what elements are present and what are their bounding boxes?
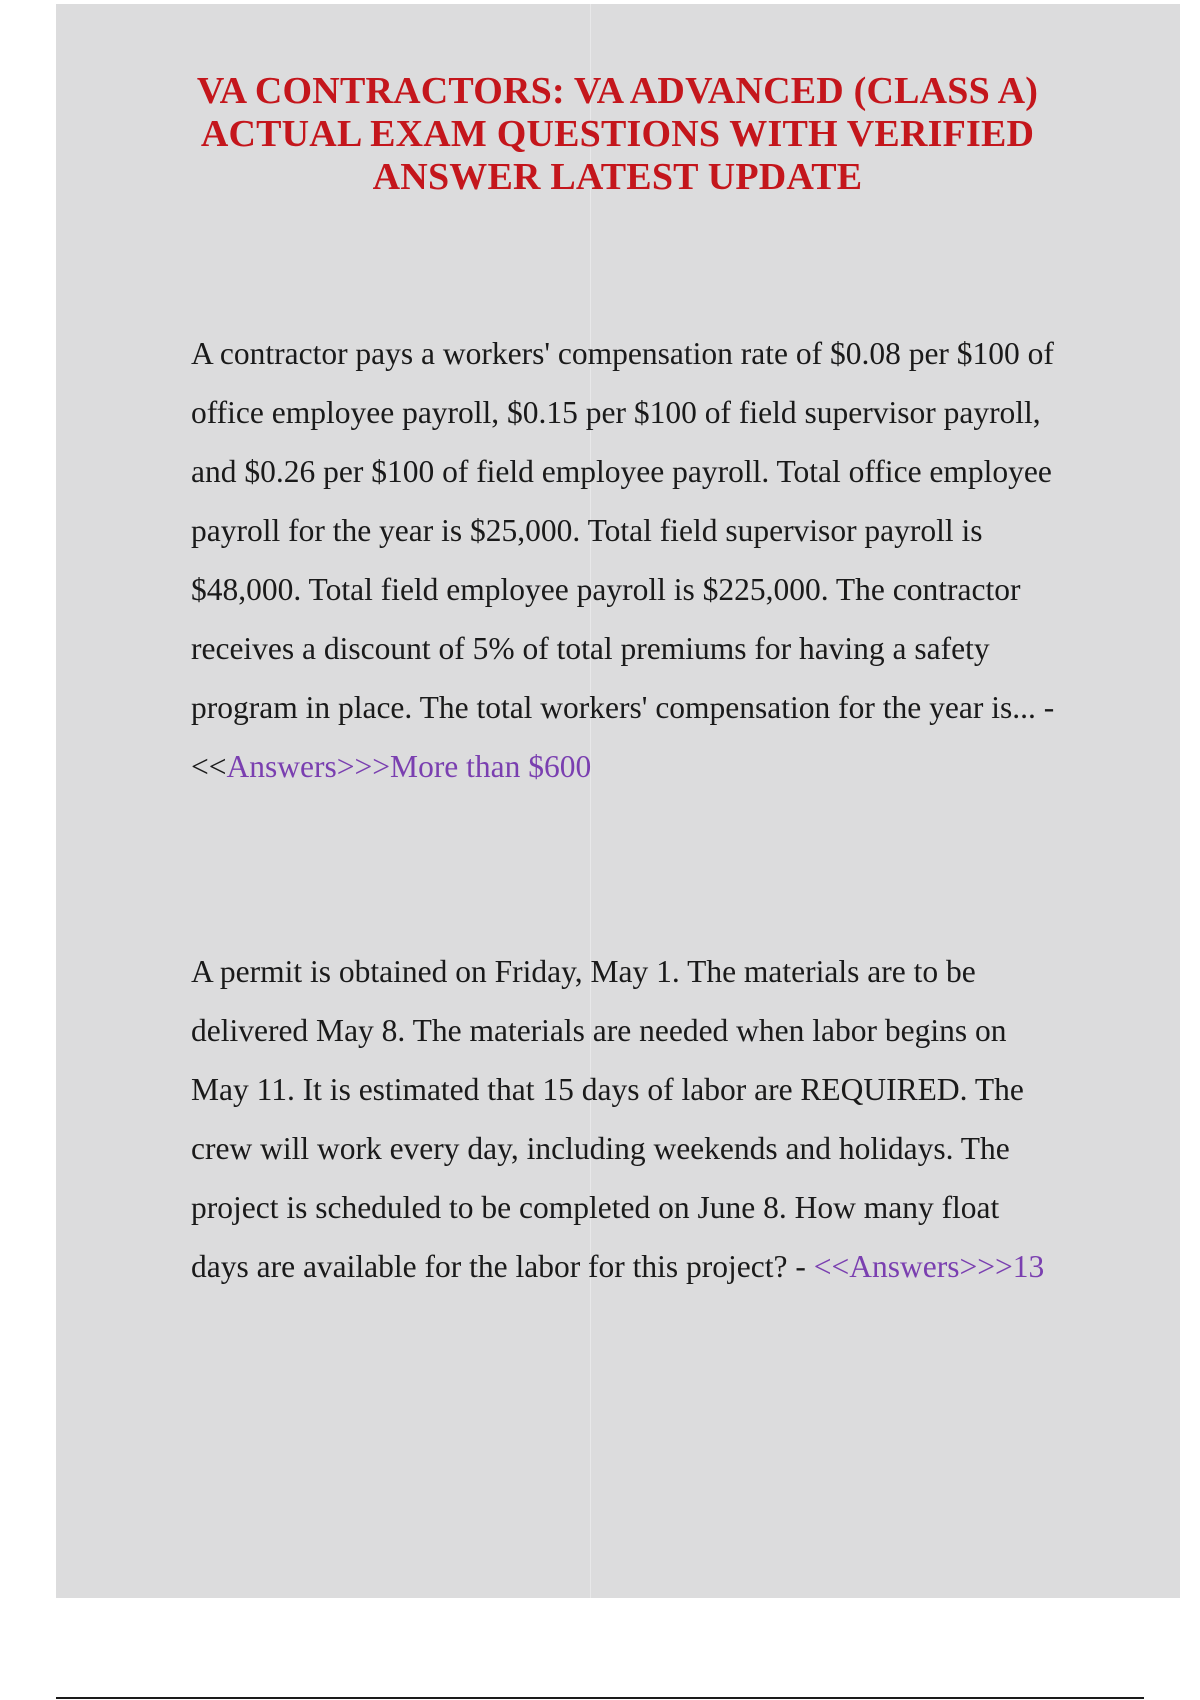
question-1-text: A contractor pays a workers' compensation rate of $0.08 per $100 of office employee payroll, $0.15 per $100 of field supervisor payroll, and $0.26 per $100 of field employee payroll. Total office employee payroll for the year is $25,000. Total field supervisor payroll is $48,000. Total field employee payroll is $225,000. The contractor receives a discount of 5% of total premiums for having a safety program in place. The total workers' compensation for the year is... - (191, 336, 1055, 725)
question-1-answer: Answers>>>More than $600 (226, 749, 592, 784)
document-title: VA CONTRACTORS: VA ADVANCED (CLASS A) ACTUAL EXAM QUESTIONS WITH VERIFIED ANSWER LATEST UPDATE (196, 70, 1039, 198)
question-2-text: A permit is obtained on Friday, May 1. The materials are to be delivered May 8. The materials are needed when labor begins on May 11. It is estimated that 15 days of labor are REQUIRED. The crew will work every day, including weekends and holidays. The project is scheduled to be completed on June 8. How many float days are available for the labor for this project? - (191, 954, 1024, 1284)
question-1-answer-prefix: << (191, 749, 227, 784)
question-2-answer-prefix: << (813, 1249, 850, 1284)
question-2 (191, 942, 1061, 1296)
page-fold-line (590, 4, 591, 1598)
question-1 (191, 324, 1061, 796)
footer-rule (56, 1697, 1144, 1699)
document-page (56, 4, 1180, 1598)
question-2-answer: Answers>>>13 (849, 1249, 1045, 1284)
